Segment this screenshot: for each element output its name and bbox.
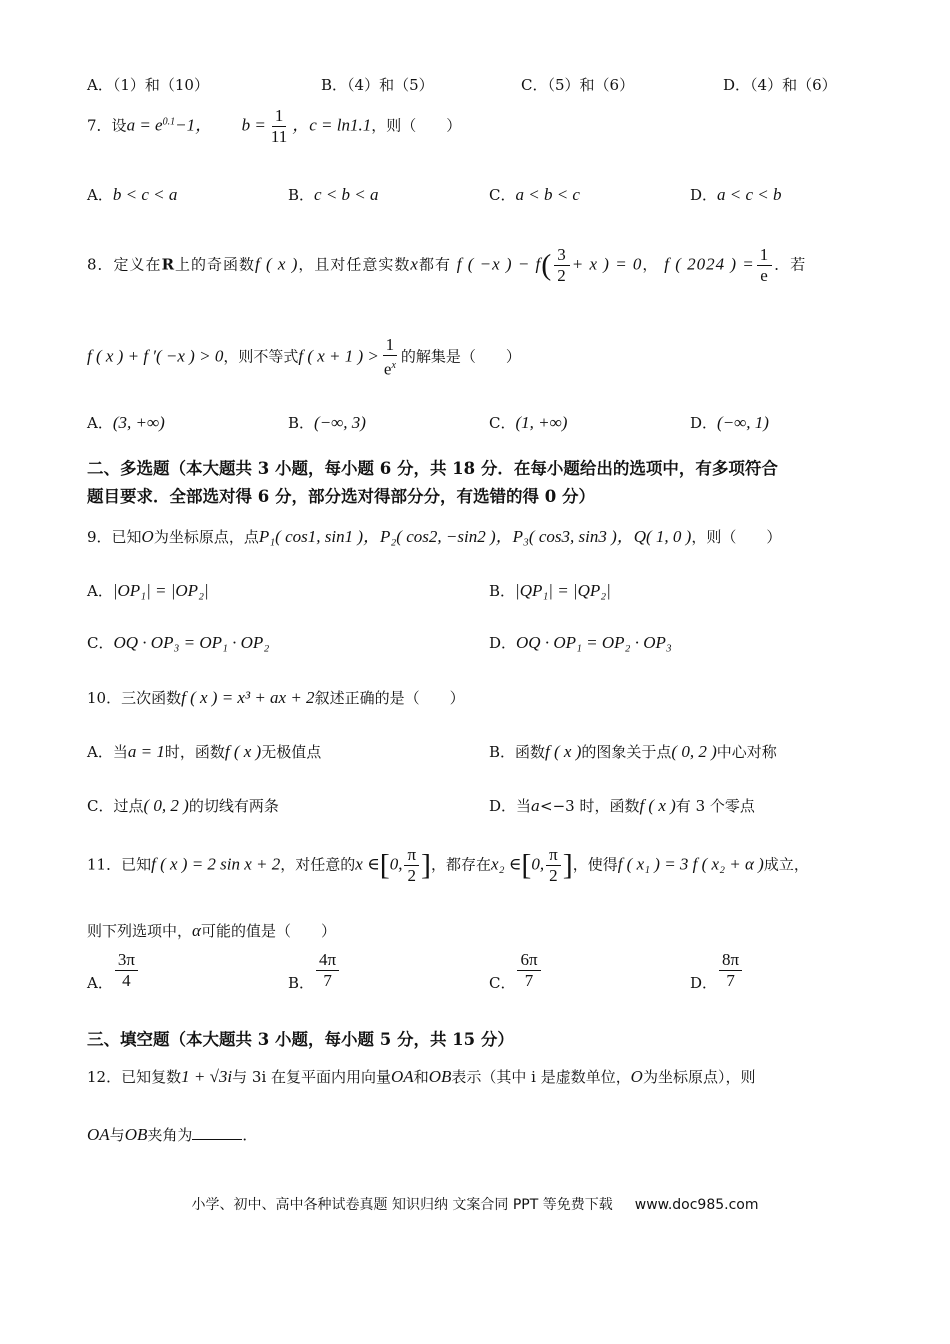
q11-option-d: D． $\frac{8\pi}{7}$: [690, 950, 744, 991]
q10-option-a: A．当a = 1时，函数f ( x )无极值点: [87, 742, 322, 761]
section-3-heading: 三、填空题（本大题共 3 小题，每小题 5 分，共 15 分）: [87, 1030, 514, 1049]
q7-option-b: B．c < b < a: [288, 185, 379, 204]
q9-option-c: C．OQ · OP₃ = OP₁ · OP₂: [87, 633, 270, 652]
question-11-line-2: 则下列选项中，α可能的值是（ ）: [87, 921, 336, 940]
q6-option-a: A．（1）和（10）: [87, 76, 209, 94]
q8-option-c: C．(1, +∞): [489, 413, 568, 432]
fraction-pi-2: $\frac{\pi}{2}$: [404, 845, 419, 886]
q8-option-a: A．(3, +∞): [87, 413, 165, 432]
q7-option-d: D．a < c < b: [690, 185, 782, 204]
fraction-1-e: $\frac{1}{e}$: [757, 245, 773, 286]
q6-option-b: B．（4）和（5）: [321, 76, 434, 94]
q6-option-d: D．（4）和（6）: [723, 76, 837, 94]
question-12-line-1: 12．已知复数1 + √3i与 3i 在复平面内用向量OA和OB表示（其中 i 是虚数单位，O为坐标原点），则: [87, 1067, 756, 1086]
question-10: 10．三次函数f ( x ) = x³ + ax + 2叙述正确的是（ ）: [87, 688, 465, 707]
q8-option-b: B．(−∞, 3): [288, 413, 366, 432]
answer-blank[interactable]: [192, 1127, 242, 1140]
fraction-1-ex: $\frac{1}{e^x}$: [383, 335, 396, 379]
question-9: 9．已知O为坐标原点，点P₁( cos1, sin1 )，P₂( cos2, −sin2 )，P₃( cos3, sin3 )，Q( 1, 0 )，则（ ）: [87, 527, 782, 546]
q7-option-a: A．b < c < a: [87, 185, 178, 204]
q10-option-d: D．当a<−3 时，函数f ( x )有 3 个零点: [489, 796, 755, 815]
section-2-heading: 二、多选题（本大题共 3 小题，每小题 6 分，共 18 分．在每小题给出的选项中，有多项符合 题目要求．全部选对得 6 分，部分选对得部分分，有选错的得 0 分）: [87, 459, 778, 506]
question-8-line-2: f ( x ) + f ′( −x ) > 0，则不等式f ( x + 1 ) > $\frac{1}{e^x}$ 的解集是（ ）: [87, 335, 521, 379]
question-12-line-2: OA与OB夹角为 ．: [87, 1125, 258, 1144]
q10-option-c: C．过点( 0, 2 )的切线有两条: [87, 796, 279, 815]
q11-option-c: C． $\frac{6\pi}{7}$: [489, 950, 543, 991]
question-11-line-1: 11．已知f ( x ) = 2 sin x + 2，对任意的x ∈[0, $\frac{\pi}{2}$ ]，都存在x₂ ∈[0, $\frac{\pi}{2}$ ]，使得f ( x₁ ) = 3 f ( x₂ + α )成立，: [87, 845, 809, 885]
question-8-line-1: 8．定义在R上的奇函数f ( x )，且对任意实数x都有 f ( −x ) − f( $\frac{3}{2}$ + x ) = 0， f ( 2024 ) = $\frac{1}{e}$ ．若: [87, 245, 807, 285]
question-7: 7．设$a = e^{0.1}-1$， b = $\frac{1}{11}$ ，c = ln1.1，则（ ）: [87, 106, 462, 146]
q10-option-b: B．函数f ( x )的图象关于点( 0, 2 )中心对称: [489, 742, 777, 761]
q11-option-b: B． $\frac{4\pi}{7}$: [288, 950, 341, 991]
q11-option-a: A． $\frac{3\pi}{4}$: [87, 950, 140, 991]
q9-option-a: A．|OP₁| = |OP₂|: [87, 581, 209, 600]
fraction-pi-2-second: $\frac{\pi}{2}$: [546, 845, 561, 886]
q9-option-d: D．OQ · OP₁ = OP₂ · OP₃: [489, 633, 672, 652]
q6-option-c: C．（5）和（6）: [521, 76, 635, 94]
fraction-1-11: $\frac{1}{11}$: [270, 106, 288, 146]
q7-option-c: C．a < b < c: [489, 185, 580, 204]
page-footer: 小学、初中、高中各种试卷真题 知识归纳 文案合同 PPT 等免费下载 www.doc985.com: [191, 1197, 759, 1213]
q9-option-b: B．|QP₁| = |QP₂|: [489, 581, 611, 600]
footer-url[interactable]: www.doc985.com: [634, 1197, 759, 1213]
fraction-3-2: $\frac{3}{2}$: [554, 245, 570, 286]
q8-option-d: D．(−∞, 1): [690, 413, 769, 432]
